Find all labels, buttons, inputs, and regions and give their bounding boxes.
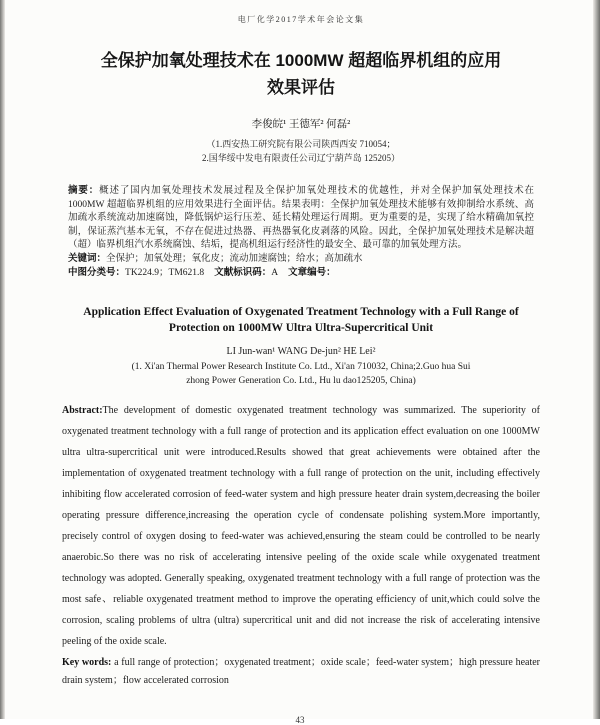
article-no-label: 文章编号： [288,267,336,278]
paper-title-en-line2: Protection on 1000MW Ultra Ultra-Supercritical Unit [168,322,434,335]
affiliation-en-line2: zhong Power Generation Co. Ltd., Hu lu dao125205, China) [186,375,416,386]
abstract-en-label: Abstract: [62,405,103,417]
affiliation-zh [62,137,540,165]
proceedings-header: 电厂化学2017学术年会论文集 [237,15,365,24]
keywords-zh [62,253,540,267]
affiliation-zh-line2: 2.国华绥中发电有限责任公司辽宁葫芦岛 125205） [201,153,400,163]
doc-code-value: A [271,267,279,278]
keywords-en-label: Key words: [62,657,112,669]
abstract-en-text: The development of domestic oxygenated treatment technology was summarized. The superiority of oxygenated treatment technology with a full range of protection and its application effect evaluation on one 1000MW ultra ultra-supercritical unit were introduced.Results showed that great achievements were obtained after the implementation of oxygenated treatment technology with a full range of protection on the unit, including effectively inhibiting flow accelerated corrosion of feed-water system and high pressure heater drain system,decreasing the boiler operating pressure difference,increasing the operation cycle of condensate polishing system.More importantly, precisely control of oxygen dosing to feed-water was achieved,ensuring the steam could be controlled to be nearly anaerobic.So there was no risk of accelerating intensive peeling of the oxide scale while oxygenated treatment technology was adopted. Generally speaking, oxygenated treatment technology with a full range of protection was the most safe、reliable oxygenated treatment method to improve the operating efficiency of unit,which could solve the corrosion, scaling problems of ultra (ultra) supercritical unit and did not increase the risk of accelerating intensive peeling of the oxide scale. [62,405,540,648]
paper-title-en-line1: Application Effect Evaluation of Oxygenated Treatment Technology with a Full Range of [83,306,519,319]
abstract-zh-label: 摘要： [68,186,100,196]
keywords-zh-label: 关键词： [68,253,107,264]
clc-value: TK224.9；TM621.8 [125,267,205,278]
paper-title-zh [62,47,540,101]
keywords-en [62,654,540,690]
keywords-zh-text: 全保护；加氧处理；氧化皮；流动加速腐蚀；给水；高加疏水 [106,253,363,264]
doc-code-label: 文献标识码： [214,267,272,278]
paper-title-zh-line2: 效果评估 [267,78,335,97]
authors-zh: 李俊皖¹ 王德军² 何磊² [251,119,351,130]
abstract-zh-text: 概述了国内加氧处理技术发展过程及全保护加氧处理技术的优越性，并对全保护加氧处理技术在 1000MW 超超临界机组的应用效果进行全面评估。结果表明：全保护加氧处理技术能够有效抑制给水系统、高加疏水系统流动加速腐蚀，降低锅炉运行压差、延长精处理运行周期。更为重要的是，实现了给水精确加氧控制，保证蒸汽基本无氧，不存在促进过热器、再热器氧化皮剥落的风险。因此，全保护加氧处理技术是解决超（超）临界机组汽水系统腐蚀、结垢，提高机组运行经济性的最安全、最可靠的加氧处理方法。 [68,186,534,251]
affiliation-en [62,361,540,388]
abstract-zh [62,185,540,253]
clc-label: 中图分类号： [68,267,126,278]
paper-title-zh-line1: 全保护加氧处理技术在 1000MW 超超临界机组的应用 [100,51,502,70]
authors-en: LI Jun-wan¹ WANG De-jun² HE Lei² [226,346,376,358]
affiliation-zh-line1: （1.西安热工研究院有限公司陕西西安 710054； [206,139,396,149]
affiliation-en-line1: (1. Xi'an Thermal Power Research Institute Co. Ltd., Xi'an 710032, China;2.Guo hua Sui [131,362,471,373]
abstract-en [62,400,540,652]
paper-title-en [62,304,540,336]
page-number: 43 [295,715,305,725]
classification-line [62,267,540,281]
keywords-en-text: a full range of protection；oxygenated treatment；oxide scale；feed-water system；high pressure heater drain system；flow accelerated corrosion [62,657,540,687]
